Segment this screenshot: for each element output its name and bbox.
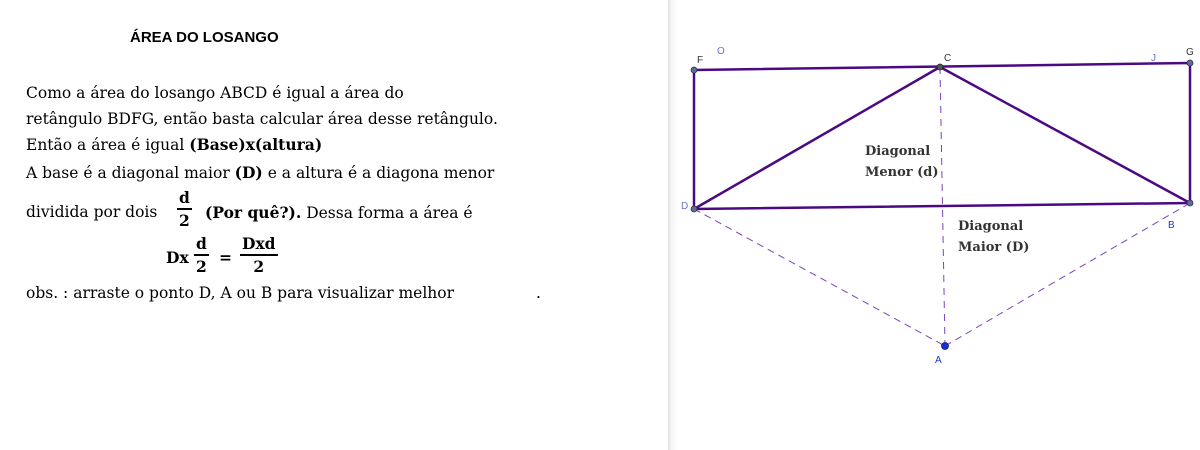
label-C: C [944,53,952,64]
fraction-bar [177,208,192,210]
formula-D: Dx [166,248,189,267]
point-A[interactable] [942,343,949,350]
base-times-height: (Base)x(altura) [189,135,323,154]
label-F: F [697,55,704,66]
formula-equals: = [219,248,232,267]
text-line-4-c: e a altura é a diagona menor [262,164,495,182]
minor-diagonal-label-line2: Menor (d) [865,165,939,180]
point-D[interactable] [691,206,697,212]
minor-diagonal-label-line1: Diagonal [865,144,931,159]
point-F [691,67,697,73]
text-line-3 [26,135,322,154]
geometry-diagram [678,0,1200,450]
text-line-5-c: Dessa forma a área é [301,204,473,222]
segment-CB [940,67,1190,203]
text-line-3-plain: Então a área é igual [26,136,190,154]
formula-result-bar [240,254,278,256]
panel-divider[interactable] [668,0,678,450]
geometry-panel [678,0,1200,450]
fraction-d-over-2 [177,188,192,230]
label-A: A [935,355,942,366]
why-question: (Por quê?). [205,203,302,222]
text-line-2: retângulo BDFG, então basta calcular área desse retângulo. [26,110,498,128]
segment-DC [694,67,940,209]
label-O: O [717,46,725,57]
formula-result-numerator: Dxd [242,234,276,253]
text-line-1: Como a área do losango ABCD é igual a área do [26,84,404,102]
text-line-4 [26,163,494,182]
major-diagonal-symbol: (D) [234,163,263,182]
segment-DA [694,209,945,346]
point-C [937,64,943,70]
text-line-5-b [205,203,473,222]
major-diagonal-label-line2: Maior (D) [958,240,1030,255]
formula-fraction-d-over-2 [194,234,209,276]
observation-text: obs. : arraste o ponto D, A ou B para visualizar melhor [26,284,455,302]
formula-denominator: 2 [196,256,207,276]
point-G [1187,60,1193,66]
text-line-5-a: dividida por dois [26,203,158,221]
fraction-denominator: 2 [179,210,190,230]
formula-bar [194,254,209,256]
label-J: J [1151,53,1156,64]
label-G: G [1186,47,1194,58]
text-line-4-a: A base é a diagonal maior [26,164,235,182]
trailing-dot: . [536,284,541,302]
formula-result-denominator: 2 [253,256,265,276]
formula-numerator: d [196,234,207,253]
label-D: D [681,201,689,212]
major-diagonal-label-line1: Diagonal [958,219,1024,234]
label-B: B [1168,220,1175,231]
point-B[interactable] [1187,200,1193,206]
fraction-numerator: d [179,188,190,207]
formula-fraction-Dxd-over-2 [240,234,278,276]
page-title: ÁREA DO LOSANGO [130,29,279,46]
